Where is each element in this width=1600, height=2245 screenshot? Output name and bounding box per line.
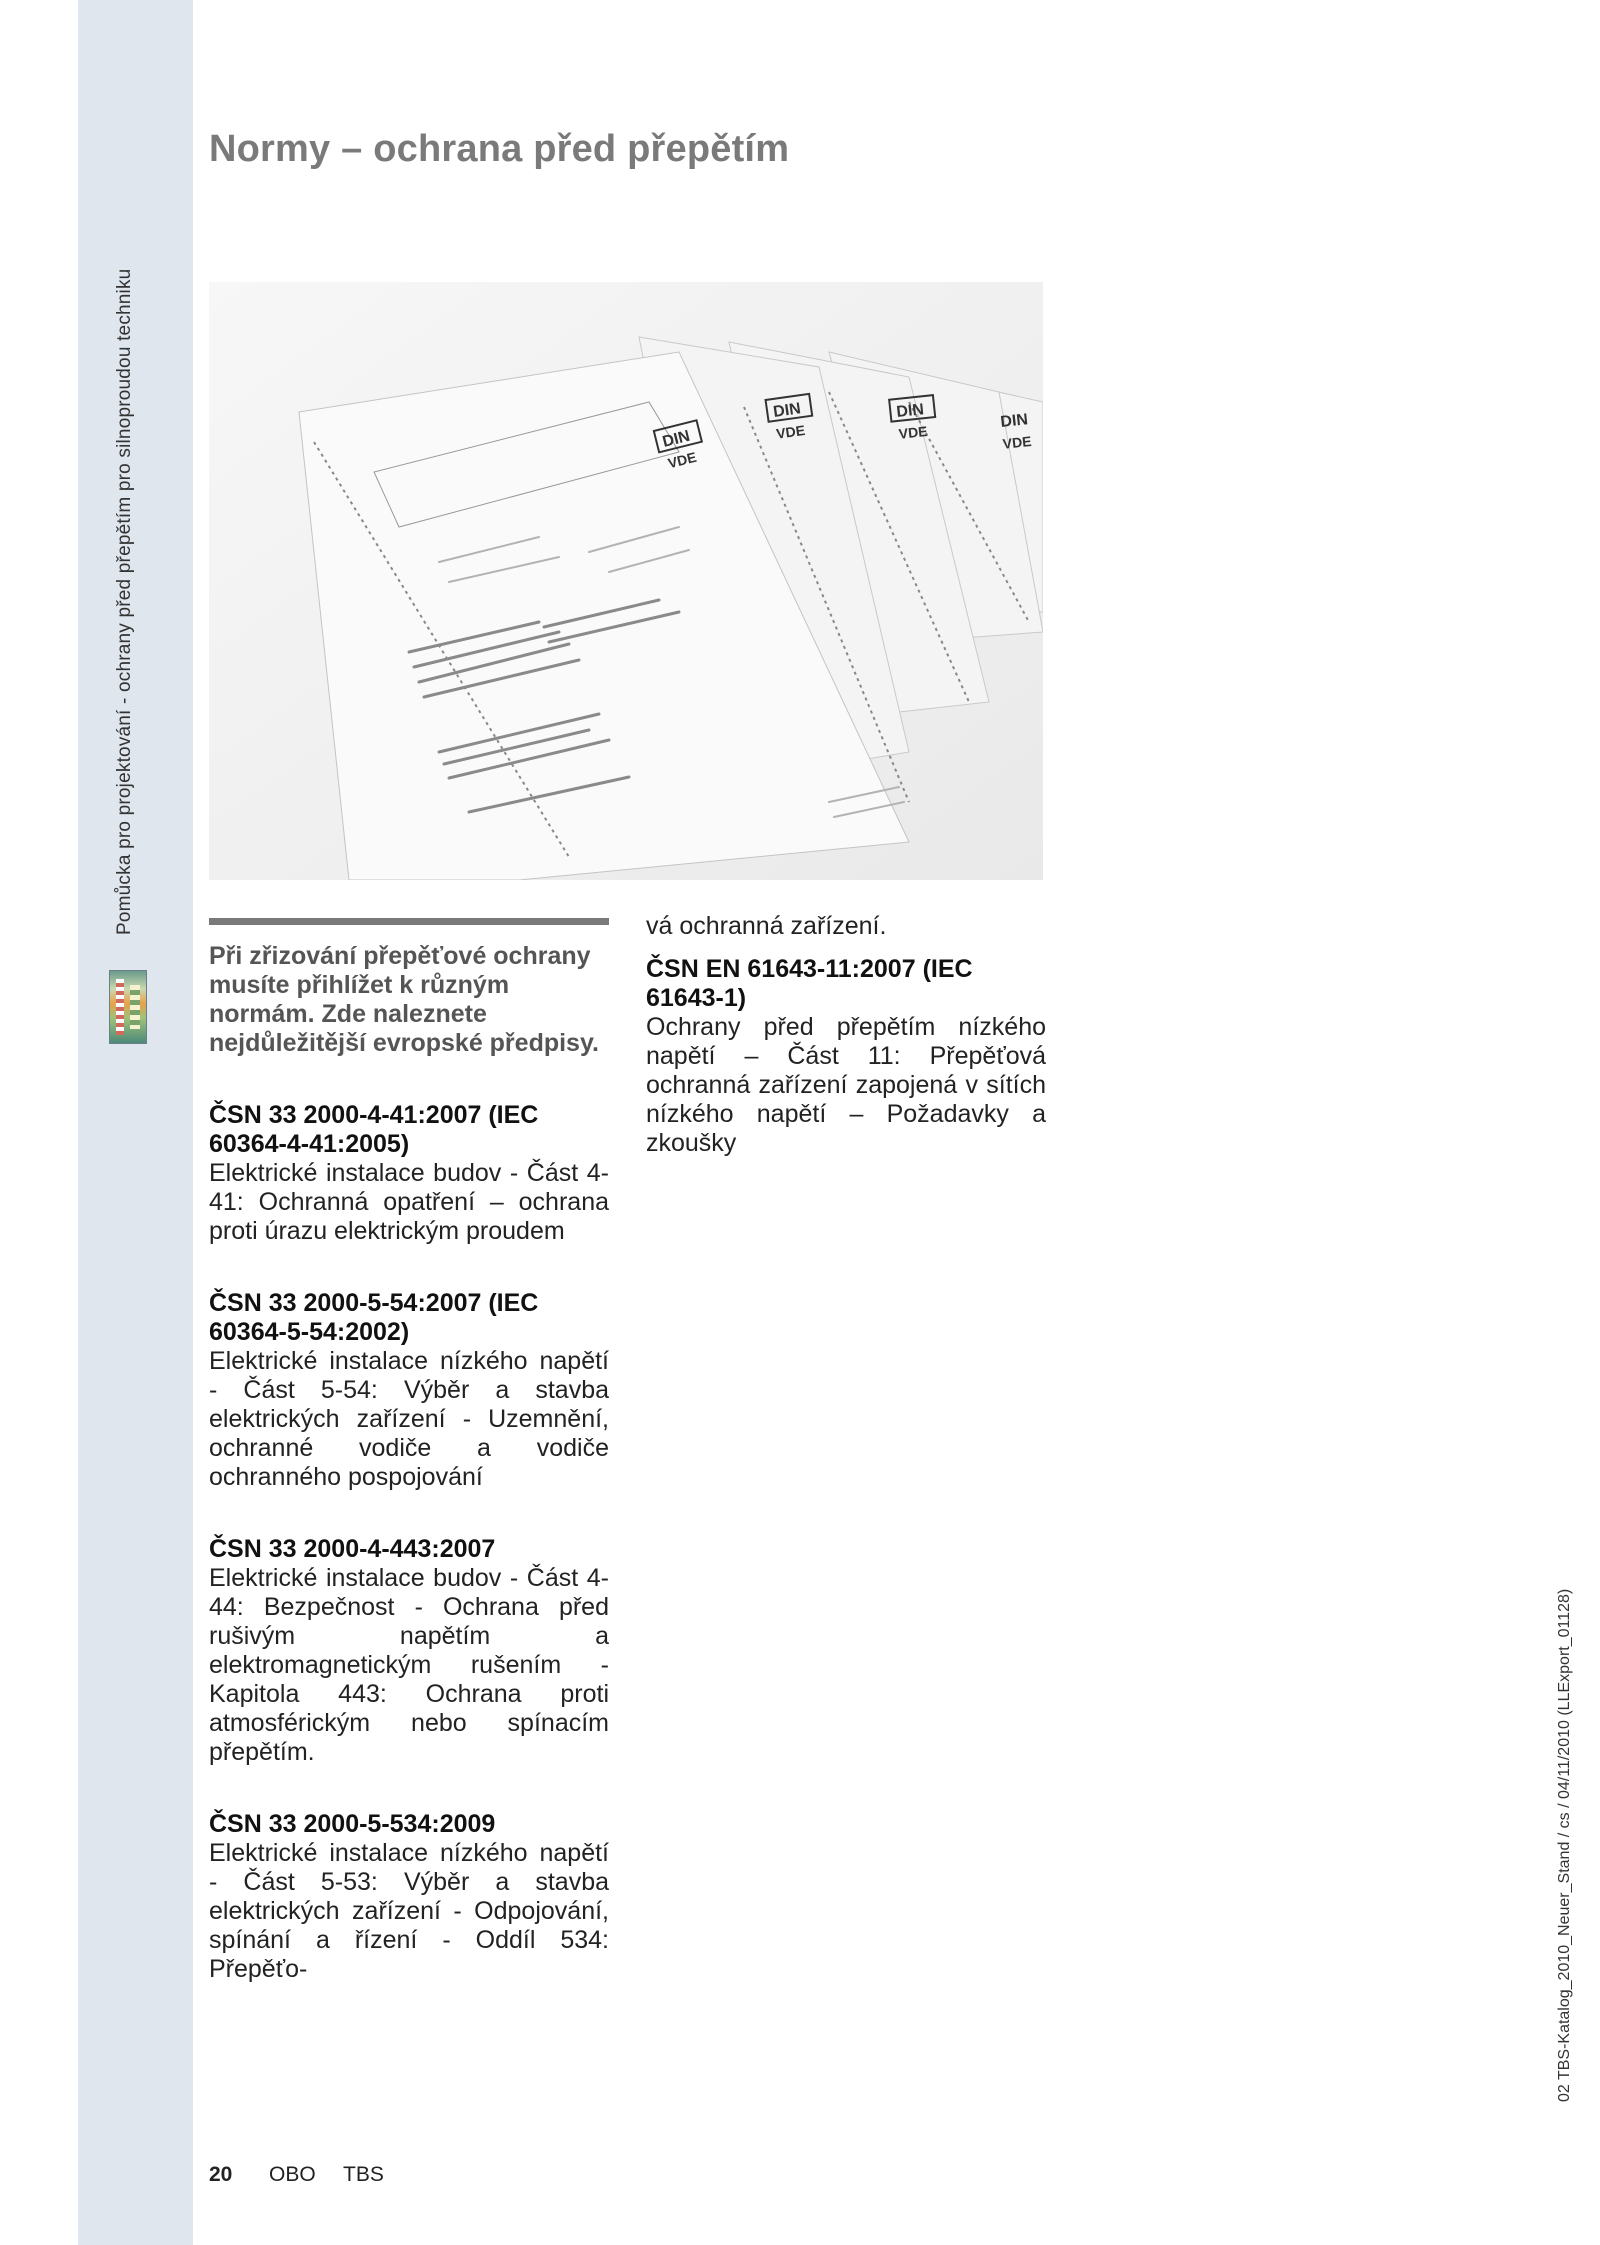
standard-description: Elektrické instalace nízkého napětí - Část 5-54: Výběr a stavba elektrických zařízení - Uzemnění, ochranné vodiče a vodiče ochranného pospojování	[209, 1347, 609, 1491]
standard-entry	[209, 1535, 609, 1767]
standard-description: Elektrické instalace nízkého napětí - Část 5-53: Výběr a stavba elektrických zařízení - Odpojování, spínání a řízení - Oddíl 534: Přepěťo-	[209, 1839, 609, 1983]
standard-heading: ČSN 33 2000-5-534:2009	[209, 1810, 496, 1838]
svg-text:DIN: DIN	[999, 411, 1029, 431]
document-export-code: 02 TBS-Katalog_2010_Neuer_Stand / cs / 04/11/2010 (LLExport_01128)	[1556, 1588, 1573, 2102]
standard-entry	[209, 1101, 609, 1246]
catalog-icon	[109, 970, 147, 1044]
standard-heading: ČSN 33 2000-4-41:2007 (IEC 60364-4-41:2005)	[209, 1101, 539, 1158]
standard-description: Ochrany před přepětím nízkého napětí – Část 11: Přepěťová ochranná zařízení zapojená v sítích nízkého napětí – Požadavky a zkoušky	[646, 1013, 1046, 1157]
standard-description: Elektrické instalace budov - Část 4-44: Bezpečnost - Ochrana před rušivým napětím a elektromagnetickým rušením - Kapitola 443: Ochrana proti atmosférickým nebo spínacím přepětím.	[209, 1564, 609, 1766]
standard-entry	[646, 955, 1046, 1158]
standard-entry	[209, 1810, 609, 1984]
svg-text:VDE: VDE	[775, 421, 806, 442]
standard-description: Elektrické instalace budov - Část 4-41: Ochranná opatření – ochrana proti úrazu elektrickým proudem	[209, 1159, 609, 1245]
page-footer	[209, 2163, 384, 2187]
sidebar-vertical-title: Pomůcka pro projektování - ochrany před přepětím pro silnoproudou techniku	[114, 268, 135, 935]
text-column-left	[209, 942, 609, 2027]
section-divider	[209, 918, 609, 925]
standards-documents-photo	[209, 282, 1043, 880]
footer-brand: OBO	[269, 2163, 316, 2186]
text-column-right	[646, 912, 1046, 1201]
svg-text:VDE: VDE	[897, 422, 929, 442]
standard-entry	[209, 1289, 609, 1492]
page-title: Normy – ochrana před přepětím	[209, 128, 790, 170]
page-number: 20	[209, 2163, 233, 2186]
standard-heading: ČSN 33 2000-4-443:2007	[209, 1535, 496, 1563]
svg-text:DIN: DIN	[660, 427, 692, 451]
svg-text:VDE: VDE	[666, 448, 698, 472]
intro-paragraph: Při zřizování přepěťové ochrany musíte přihlížet k různým normám. Zde naleznete nejdůležitější evropské předpisy.	[209, 942, 599, 1057]
footer-section: TBS	[343, 2163, 384, 2186]
svg-text:DIN: DIN	[772, 400, 802, 421]
svg-text:VDE: VDE	[1001, 432, 1033, 452]
svg-text:DIN: DIN	[895, 401, 925, 421]
continuation-text: vá ochranná zařízení.	[646, 912, 887, 940]
standard-heading: ČSN EN 61643-11:2007 (IEC 61643-1)	[646, 955, 973, 1012]
standard-heading: ČSN 33 2000-5-54:2007 (IEC 60364-5-54:2002)	[209, 1289, 539, 1346]
